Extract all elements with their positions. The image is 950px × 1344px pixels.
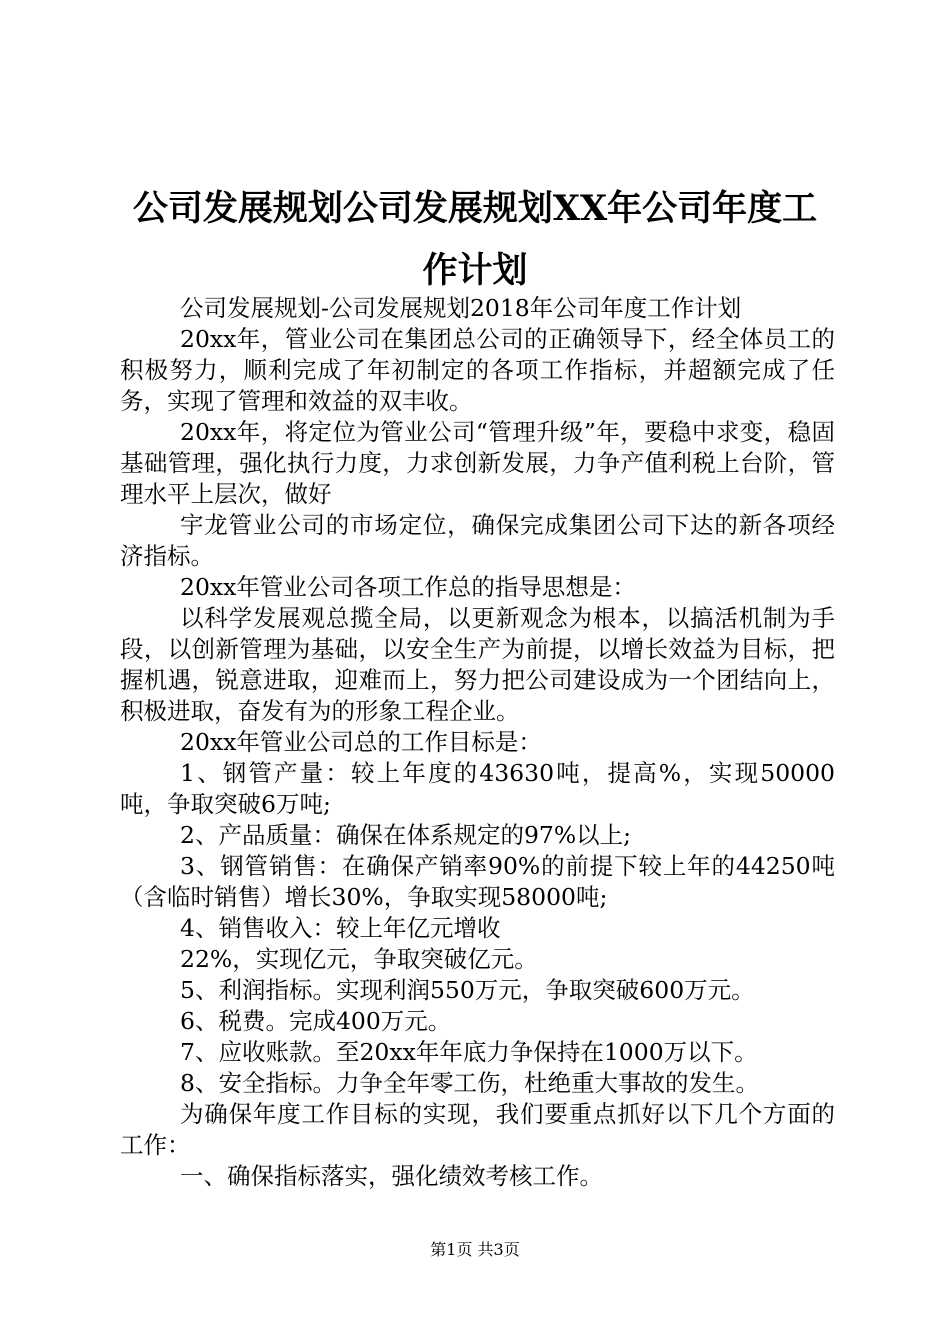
paragraph: 4、销售收入：较上年亿元增收 [180, 914, 501, 942]
paragraph: 22%，实现亿元，争取突破亿元。 [180, 945, 538, 973]
paragraph: 公司发展规划-公司发展规划2018年公司年度工作计划 [180, 294, 742, 322]
title-line-1: 公司发展规划公司发展规划XX年公司年度工 [132, 188, 818, 229]
paragraph: 一、确保指标落实，强化绩效考核工作。 [180, 1162, 603, 1190]
paragraph: 20xx年管业公司总的工作目标是： [180, 728, 542, 756]
document-body [120, 293, 835, 1192]
paragraph: 20xx年，管业公司在集团总公司的正确领导下，经全体员工的积极努力，顺利完成了年初制定的各项工作指标，并超额完成了任务，实现了管理和效益的双丰收。 [120, 325, 835, 415]
paragraph: 以科学发展观总揽全局，以更新观念为根本，以搞活机制为手段，以创新管理为基础，以安全生产为前提，以增长效益为目标，把握机遇，锐意进取，迎难而上，努力把公司建设成为一个团结向上，积极进取，奋发有为的形象工程企业。 [120, 604, 835, 725]
paragraph: 8、安全指标。力争全年零工伤，杜绝重大事故的发生。 [180, 1069, 759, 1097]
paragraph: 宇龙管业公司的市场定位，确保完成集团公司下达的新各项经济指标。 [120, 511, 835, 570]
paragraph: 3、钢管销售：在确保产销率90%的前提下较上年的44250吨（含临时销售）增长30%，争取实现58000吨; [120, 852, 835, 911]
paragraph: 7、应收账款。至20xx年年底力争保持在1000万以下。 [180, 1038, 758, 1066]
page-footer: 第1页 共3页 [430, 1240, 520, 1259]
title-line-2: 作计划 [422, 250, 528, 291]
paragraph: 2、产品质量：确保在体系规定的97%以上; [180, 821, 632, 849]
paragraph: 20xx年，将定位为管业公司“管理升级”年，要稳中求变，稳固基础管理，强化执行力度，力求创新发展，力争产值利税上台阶，管理水平上层次，做好 [120, 418, 835, 508]
paragraph: 5、利润指标。实现利润550万元，争取突破600万元。 [180, 976, 755, 1004]
document-title [120, 178, 830, 302]
paragraph: 1、钢管产量：较上年度的43630吨，提高%，实现50000吨，争取突破6万吨; [120, 759, 835, 818]
paragraph: 20xx年管业公司各项工作总的指导思想是： [180, 573, 636, 601]
paragraph: 为确保年度工作目标的实现，我们要重点抓好以下几个方面的工作： [120, 1100, 835, 1159]
paragraph: 6、税费。完成400万元。 [180, 1007, 452, 1035]
